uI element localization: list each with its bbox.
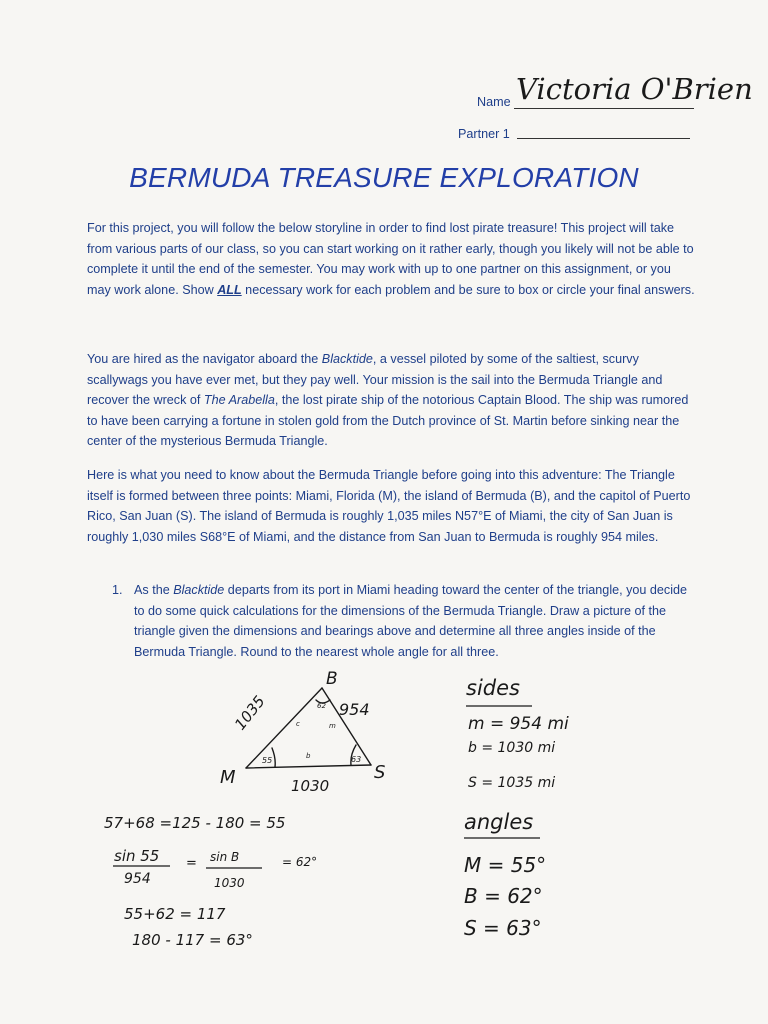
side-mb-line: [246, 688, 322, 768]
partner-label: Partner 1: [458, 127, 510, 141]
story-text-1: You are hired as the navigator aboard the: [87, 352, 322, 366]
vertex-m-label: M: [220, 767, 236, 788]
story-paragraph: [87, 349, 695, 452]
work-sin-result: = 62°: [282, 855, 318, 869]
work-sin-num-1: sin 55: [114, 847, 160, 865]
angle-b-arc: [316, 700, 330, 703]
work-equals: =: [186, 856, 197, 871]
angles-heading: angles: [464, 810, 534, 834]
question-1-ship: Blacktide: [173, 583, 225, 597]
vertex-s-label: S: [374, 762, 386, 783]
story-ship-2: The Arabella: [203, 393, 275, 408]
name-label: Name: [477, 95, 511, 109]
work-sin-num-2: sin B: [210, 850, 240, 864]
question-1-text-2: departs from its port in Miami heading toward the center of the triangle, you decide to do some quick calculations for the dimensions of the Bermuda Triangle. Draw a picture of the triangle given the dimensions and bearings above and determine all three angles inside of the Bermuda Triangle. Round to the nearest whole angle for all three.: [134, 583, 688, 659]
page-title: BERMUDA TREASURE EXPLORATION: [129, 162, 639, 193]
side-ms-label: 1030: [291, 777, 330, 795]
answer-angle-b: B = 62°: [464, 884, 543, 908]
side-ms-line: [246, 765, 371, 768]
intro-paragraph: [87, 218, 695, 300]
intro-text-2: necessary work for each problem and be sure to box or circle your final answers.: [241, 282, 695, 297]
question-1-text: [134, 580, 696, 662]
answer-side-s: S = 1035 mi: [468, 775, 556, 791]
side-bs-label: 954: [339, 700, 370, 719]
name-line: [514, 108, 694, 109]
inner-m-label: m: [329, 722, 336, 730]
answer-angle-m: M = 55°: [464, 853, 547, 877]
name-value: Victoria O'Brien: [516, 72, 753, 106]
intro-text-1: For this project, you will follow the below storyline in order to find lost pirate treasure! This project will take from various parts of our class, so you can start working on it rather early, though you likely will not be able to complete it until the end of the semester. You may work with up to one partner on this assignment, or you may work alone. Show: [87, 221, 694, 297]
answer-side-b: b = 1030 mi: [468, 740, 556, 756]
work-line-4: 180 - 117 = 63°: [132, 931, 253, 949]
angle-m-arc: [272, 748, 275, 767]
triangle-info-paragraph: Here is what you need to know about the Bermuda Triangle before going into this adventure: The Triangle itself is formed between three points: Miami, Florida (M), the island of Bermuda (B), and the capitol of Puerto Rico, San Juan (S). The island of Bermuda is roughly 1,035 miles N57°E of Miami, the city of San Juan is roughly 1,030 miles S68°E of Miami, and the distance from San Juan to Bermuda is roughly 954 miles.: [87, 468, 691, 544]
work-line-3: 55+62 = 117: [124, 905, 226, 923]
angle-m-label: 55: [262, 756, 273, 765]
vertex-b-label: B: [326, 669, 338, 689]
angle-s-arc: [351, 745, 356, 765]
work-sin-den-1: 954: [124, 871, 151, 887]
answer-angle-s: S = 63°: [464, 916, 542, 940]
sides-heading: sides: [466, 676, 520, 700]
story-ship-1: Blacktide: [321, 352, 373, 366]
angle-s-label: 63: [351, 755, 362, 764]
intro-all-emphasis: ALL: [217, 282, 242, 297]
angle-b-label: 62: [317, 702, 326, 710]
answer-side-m: m = 954 mi: [468, 714, 569, 734]
story-text-2: , a vessel piloted by some of the saltiest, scurvy scallywags you have ever met, but they pay well. Your mission is the sail into the Bermuda Triangle and recover the wreck of: [87, 352, 663, 408]
partner-line: [517, 138, 690, 139]
question-1-text-1: As the: [134, 583, 174, 597]
question-1-number: 1.: [112, 583, 123, 597]
story-text-3: , the lost pirate ship of the notorious Captain Blood. The ship was rumored to have been carrying a fortune in stolen gold from the Dutch province of St. Martin before sinking near the center of the mysterious Bermuda Triangle.: [87, 393, 689, 449]
side-bs-line: [322, 688, 371, 765]
side-mb-label: 1035: [230, 692, 269, 734]
work-sin-den-2: 1030: [214, 876, 245, 890]
inner-b-label: b: [306, 752, 311, 760]
inner-c-label: c: [296, 720, 300, 728]
work-line-1: 57+68 =125 - 180 = 55: [104, 814, 286, 832]
